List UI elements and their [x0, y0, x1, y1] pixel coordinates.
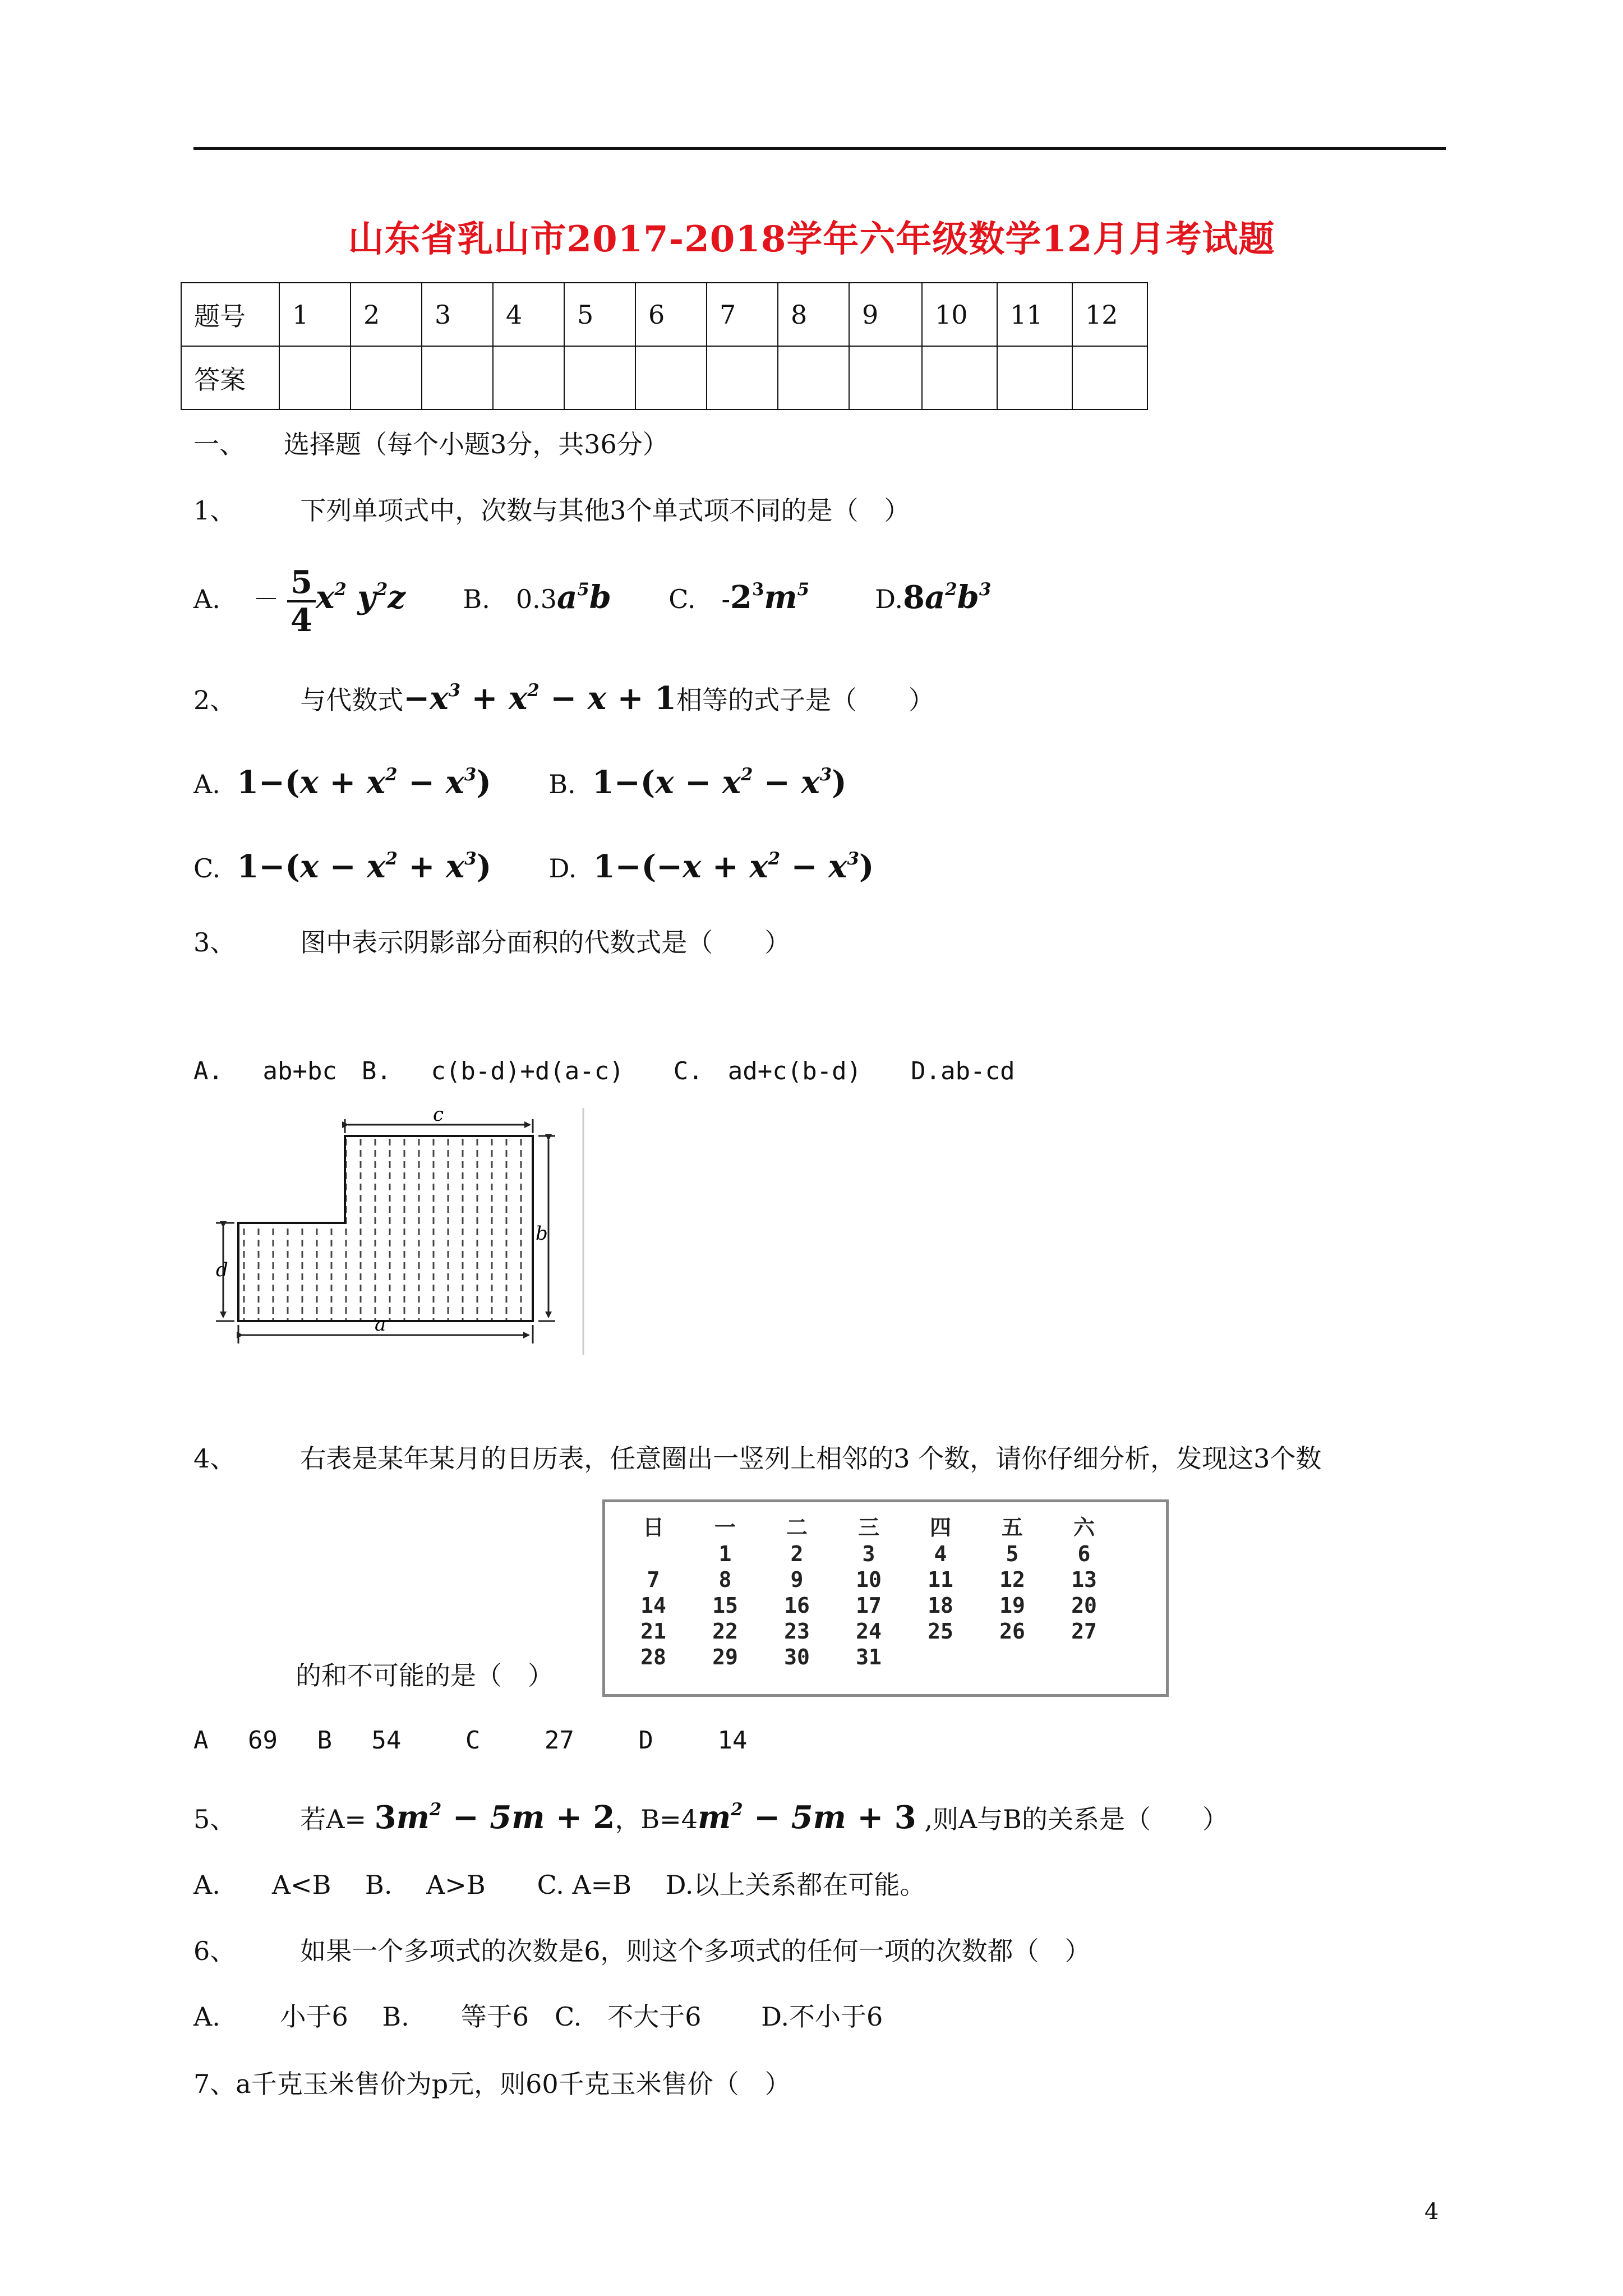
question-5-stem-pre: 5、 若A= — [193, 1804, 367, 1834]
calendar-day: 19 — [999, 1593, 1025, 1618]
fraction-numerator: 5 — [287, 564, 316, 602]
calendar-day: 26 — [999, 1619, 1025, 1644]
answer-table-number: 12 — [1072, 283, 1147, 346]
answer-cell[interactable] — [635, 346, 707, 409]
calendar-day: 10 — [856, 1567, 882, 1592]
calendar-day: 6 — [1077, 1542, 1091, 1566]
page-title: 山东省乳山市2017-2018学年六年级数学12月月考试题 — [348, 218, 1275, 260]
calendar-header — [617, 1510, 1120, 1541]
shaded-region — [238, 1136, 533, 1321]
answer-cell[interactable] — [849, 346, 922, 409]
label-b: b — [536, 1222, 548, 1245]
answer-table-number: 11 — [997, 283, 1072, 346]
answer-cell[interactable] — [778, 346, 849, 409]
calendar-day: 15 — [712, 1593, 738, 1618]
option-a-label: A. — [193, 769, 220, 799]
question-2-stem-pre: 2、 与代数式 — [193, 685, 404, 715]
answer-cell[interactable] — [922, 346, 997, 409]
answer-cell[interactable] — [351, 346, 422, 409]
answer-table-number: 9 — [849, 283, 922, 346]
calendar-table — [602, 1499, 1169, 1697]
answer-table-number: 1 — [279, 283, 351, 346]
question-5-stem: 5、 若$A= 3m^2 - 5m + 2$，$B=4m^2 - 5m + 3$ ,则A与B的关系是（ ） — [193, 1799, 1228, 1836]
answer-table-number: 10 — [922, 283, 997, 346]
calendar-weekday: 六 — [1073, 1515, 1095, 1540]
calendar-day: 2 — [790, 1542, 804, 1566]
calendar-day — [976, 1644, 1048, 1670]
question-2-stem-post: 相等的式子是（ ） — [676, 685, 934, 715]
calendar-weekday: 四 — [929, 1515, 951, 1540]
calendar-week — [617, 1644, 1120, 1670]
answer-table-number: 5 — [564, 283, 635, 346]
label-a: a — [375, 1313, 386, 1336]
shaded-area-figure — [208, 1105, 600, 1358]
answer-cell[interactable] — [1072, 346, 1147, 409]
question-5-options: A. A<B B. A>B C. A=B D.以上关系都在可能。 — [193, 1870, 926, 1900]
calendar-day: 11 — [928, 1567, 953, 1592]
question-2-options-cd: C. $1-(x - x^2 + x^3)$ D. $1-(-x + x^2 - x^3)$ — [193, 848, 874, 885]
calendar-day: 8 — [718, 1567, 732, 1592]
answer-table-number: 8 — [778, 283, 849, 346]
question-6-options: A. 小于6 B. 等于6 C. 不大于6 D.不小于6 — [193, 2001, 883, 2032]
option-b-label: B. — [548, 769, 576, 799]
label-c: c — [433, 1105, 444, 1126]
calendar-day: 7 — [647, 1567, 660, 1592]
question-3-stem: 3、 图中表示阴影部分面积的代数式是（ ） — [193, 927, 791, 958]
calendar-day: 17 — [856, 1593, 882, 1618]
answer-table — [181, 282, 1148, 410]
calendar-week — [617, 1593, 1120, 1618]
calendar-week — [617, 1618, 1120, 1644]
option-b-label: B. — [463, 584, 516, 614]
question-1-stem: 1、 下列单项式中，次数与其他3个单式项不同的是（ ） — [193, 495, 910, 526]
calendar-day: 16 — [784, 1593, 810, 1618]
answer-cell[interactable] — [279, 346, 351, 409]
calendar-day: 24 — [856, 1619, 882, 1644]
calendar-weekday: 一 — [714, 1515, 736, 1540]
question-4-stem: 4、 右表是某年某月的日历表，任意圈出一竖列上相邻的3 个数，请你仔细分析，发现这3个数 — [193, 1443, 1322, 1474]
answer-table-number: 2 — [351, 283, 422, 346]
calendar-day: 4 — [934, 1542, 947, 1566]
question-7-stem: 7、a千克玉米售价为p元，则60千克玉米售价（ ） — [193, 2069, 791, 2099]
option-b-coef: 0.3 — [515, 584, 557, 614]
option-c-label: C. — [193, 853, 221, 884]
option-d-label: D. — [875, 584, 903, 614]
calendar-week — [617, 1541, 1120, 1567]
question-5-mid: ，B=4 — [615, 1804, 698, 1834]
calendar-day: 5 — [1006, 1542, 1019, 1566]
calendar-weekday: 日 — [642, 1515, 664, 1540]
fraction — [287, 564, 316, 638]
fraction-denominator: 4 — [290, 602, 312, 639]
option-d-label: D. — [548, 853, 577, 884]
answer-table-number-row — [181, 283, 1147, 346]
question-5-stem-post: ,则A与B的关系是（ ） — [924, 1804, 1228, 1834]
option-a-label: A. — [193, 584, 220, 614]
answer-table-number: 7 — [707, 283, 778, 346]
question-4-options: A 69 B 54 C 27 D 14 — [193, 1726, 748, 1755]
calendar-day: 1 — [718, 1542, 732, 1566]
calendar-day: 23 — [784, 1619, 810, 1644]
calendar-day: 31 — [856, 1645, 882, 1669]
calendar-day: 22 — [712, 1619, 738, 1644]
question-3-options: A. ab+bc B. c(b-d)+d(a-c) C. ad+c(b-d) D.ab-cd — [193, 1057, 1015, 1085]
calendar-day — [905, 1644, 976, 1670]
calendar-day: 25 — [928, 1619, 953, 1644]
calendar-day: 13 — [1071, 1567, 1097, 1592]
calendar-day: 29 — [712, 1645, 738, 1669]
option-a-sign: － — [253, 584, 279, 614]
calendar-day: 21 — [640, 1619, 666, 1644]
answer-cell[interactable] — [422, 346, 493, 409]
answer-cell[interactable] — [707, 346, 778, 409]
option-c-label: C. - — [668, 584, 730, 614]
question-4-stem-continued: 的和不可能的是（ ） — [296, 1660, 554, 1691]
calendar-day: 9 — [790, 1567, 804, 1592]
calendar-day: 14 — [640, 1593, 666, 1618]
answer-table-number: 3 — [422, 283, 493, 346]
label-d: d — [216, 1259, 228, 1281]
answer-table-number: 6 — [635, 283, 707, 346]
calendar-week — [617, 1567, 1120, 1593]
calendar-weekday: 五 — [1001, 1515, 1023, 1540]
calendar-day: 27 — [1071, 1619, 1097, 1644]
page-number: 4 — [1424, 2199, 1439, 2225]
answer-table-answer-row — [181, 346, 1147, 409]
question-6-stem: 6、 如果一个多项式的次数是6，则这个多项式的任何一项的次数都（ ） — [193, 1936, 1091, 1966]
answer-cell[interactable] — [493, 346, 564, 409]
answer-cell[interactable] — [997, 346, 1072, 409]
calendar-day: 18 — [928, 1593, 953, 1618]
question-1-options: A. － $\frac{5}{4}$ $x^2$ $y^2z$ B. $0.3a^5b$ C. $-2^3m^5$ $D.8a^2b^3$ — [193, 564, 992, 639]
calendar-day: 28 — [640, 1645, 666, 1669]
calendar-weekday: 二 — [786, 1515, 808, 1540]
calendar-day: 30 — [784, 1645, 810, 1669]
answer-cell[interactable] — [564, 346, 635, 409]
calendar-day: 20 — [1071, 1593, 1097, 1618]
answer-table-row-label: 答案 — [181, 346, 279, 409]
answer-table-row-label: 题号 — [181, 283, 279, 346]
section-heading: 一、 选择题（每个小题3分，共36分） — [193, 429, 668, 459]
calendar-day: 12 — [999, 1567, 1025, 1592]
question-2-options-ab: A. $1-(x + x^2 - x^3)$ B. $1-(x - x^2 - x^3)$ — [193, 764, 847, 801]
header-rule — [193, 147, 1446, 150]
calendar-day: 3 — [862, 1542, 875, 1566]
calendar-day — [1048, 1644, 1120, 1670]
question-2-stem: 2、 与代数式$-x^3 + x^2 - x + 1$相等的式子是（ ） — [193, 680, 934, 717]
calendar-day — [617, 1541, 689, 1567]
calendar-weekday: 三 — [857, 1515, 879, 1540]
answer-table-number: 4 — [493, 283, 564, 346]
